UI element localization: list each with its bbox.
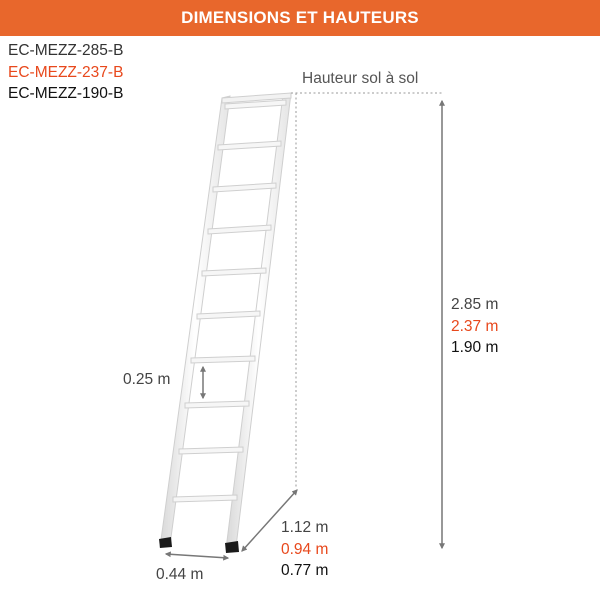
ladder-rung <box>173 495 237 502</box>
ladder-left-rail <box>160 96 230 547</box>
ladder-rung <box>197 311 260 319</box>
depth-285: 1.12 m <box>281 519 329 536</box>
width-arrow <box>166 554 228 558</box>
height-285: 2.85 m <box>451 296 499 313</box>
depth-237: 0.94 m <box>281 540 329 558</box>
ladder-rung <box>208 225 271 234</box>
depth-values <box>281 517 328 582</box>
ladder-rung <box>185 401 249 408</box>
rung-spacing-label: 0.25 m <box>123 371 171 388</box>
ladder-rung <box>179 447 243 454</box>
model-code-237: EC-MEZZ-237-B <box>8 63 124 81</box>
ladder-rung <box>213 183 276 192</box>
dotted-guides <box>291 93 442 488</box>
ladder <box>159 93 291 553</box>
ladder-right-foot <box>225 541 239 553</box>
depth-190: 0.77 m <box>281 562 329 579</box>
page-title: DIMENSIONS ET HAUTEURS <box>181 8 419 27</box>
ladder-right-rail <box>226 93 291 549</box>
floor-to-floor-label: Hauteur sol à sol <box>302 70 419 87</box>
ladder-rungs <box>173 100 286 502</box>
height-237: 2.37 m <box>451 317 499 335</box>
height-values <box>451 294 498 359</box>
ladder-rung <box>218 141 281 150</box>
dimension-arrows <box>166 101 442 558</box>
width-label: 0.44 m <box>156 566 204 583</box>
model-code-285: EC-MEZZ-285-B <box>8 42 124 59</box>
ladder-rung <box>202 268 266 276</box>
ladder-rung <box>191 356 255 363</box>
height-190: 1.90 m <box>451 339 499 356</box>
model-code-190: EC-MEZZ-190-B <box>8 85 124 102</box>
